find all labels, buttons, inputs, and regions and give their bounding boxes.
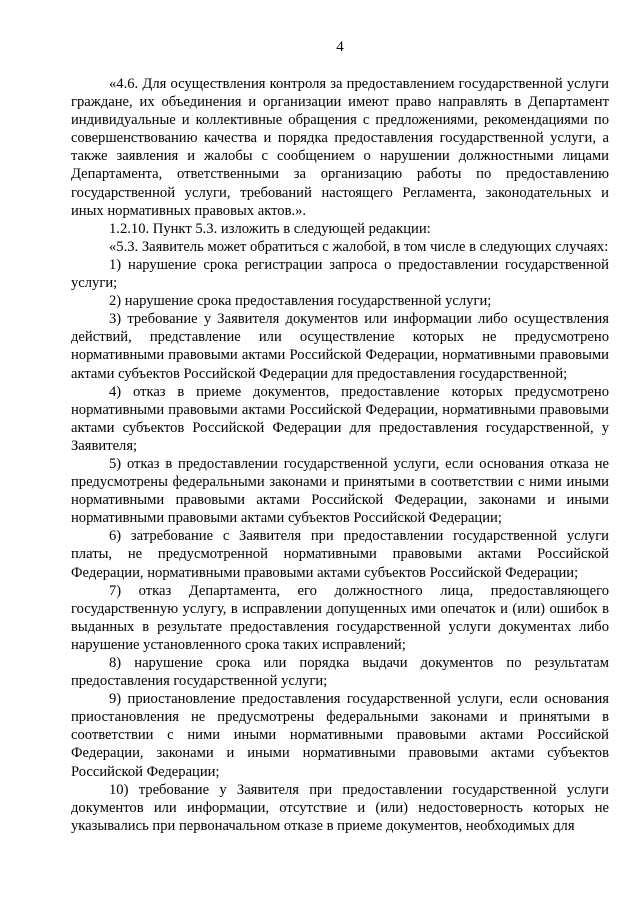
paragraph-1-2-10: 1.2.10. Пункт 5.3. изложить в следующей редакции:: [109, 220, 431, 237]
list-item-10: 10) требование у Заявителя при предоставлении государственной услуги документов или информации, отсутствие и (или) недостоверность которых не указывались при первоначальном отказе в приеме документов, необходимых для: [71, 781, 609, 834]
list-item-3: 3) требование у Заявителя документов или информации либо осуществления действий, представление или осуществление которых не предусмотрено нормативными правовыми актами Российской Федерации, нормативными правовыми актами субъектов Российской Федерации для предоставления государственной;: [71, 311, 609, 382]
list-item-1: 1) нарушение срока регистрации запроса о предоставлении государственной услуги;: [71, 256, 609, 292]
page-number: 4: [336, 39, 344, 55]
paragraph-5-3: «5.3. Заявитель может обратиться с жалобой, в том числе в следующих случаях:: [109, 238, 609, 255]
paragraph-4-6: «4.6. Для осуществления контроля за предоставлением государственной услуги граждане, их объединения и организации имеют право направлять в Департамент индивидуальные и коллективные обращения с предложениями, рекомендациями по совершенствованию качества и порядка предоставления государственной услуги, а также заявления и жалобы с сообщением о нарушении должностными лицами Департамента, ответственными за организацию работы по предоставлению государственной услуги, требований настоящего Регламента, законодательных и иных нормативных правовых актов.».: [71, 76, 609, 219]
list-item-8: 8) нарушение срока или порядка выдачи документов по результатам предоставления государственной услуги;: [71, 655, 609, 690]
list-item-4: 4) отказ в приеме документов, предоставление которых предусмотрено нормативными правовыми актами Российской Федерации, нормативными правовыми актами субъектов Российской Федерации для предоставления государственной, у Заявителя;: [71, 383, 609, 454]
list-item-5: 5) отказ в предоставлении государственной услуги, если основания отказа не предусмотрены федеральными законами и принятыми в соответствии с ними иными нормативными правовыми актами Российской Федерации, законами и иными нормативными правовыми актами субъектов Российской Федерации;: [71, 455, 609, 527]
list-item-9: 9) приостановление предоставления государственной услуги, если основания приостановления не предусмотрены федеральными законами и принятыми в соответствии с ними иными нормативными правовыми актами Российской Федерации, законами и иными нормативными правовыми актами субъектов Российской Федерации;: [71, 691, 609, 780]
list-item-7: 7) отказ Департамента, его должностного лица, предоставляющего государственную услугу, в исправлении допущенных ими опечаток и (или) ошибок в выданных в результате предоставления государственной услуги документах либо нарушение установленного срока таких исправлений;: [71, 582, 609, 653]
list-item-6: 6) затребование с Заявителя при предоставлении государственной услуги платы, не предусмотренной нормативными правовыми актами Российской Федерации, нормативными правовыми актами субъектов Российской Федерации;: [71, 528, 609, 581]
list-item-2: 2) нарушение срока предоставления государственной услуги;: [109, 293, 492, 310]
document-body: [71, 75, 609, 835]
